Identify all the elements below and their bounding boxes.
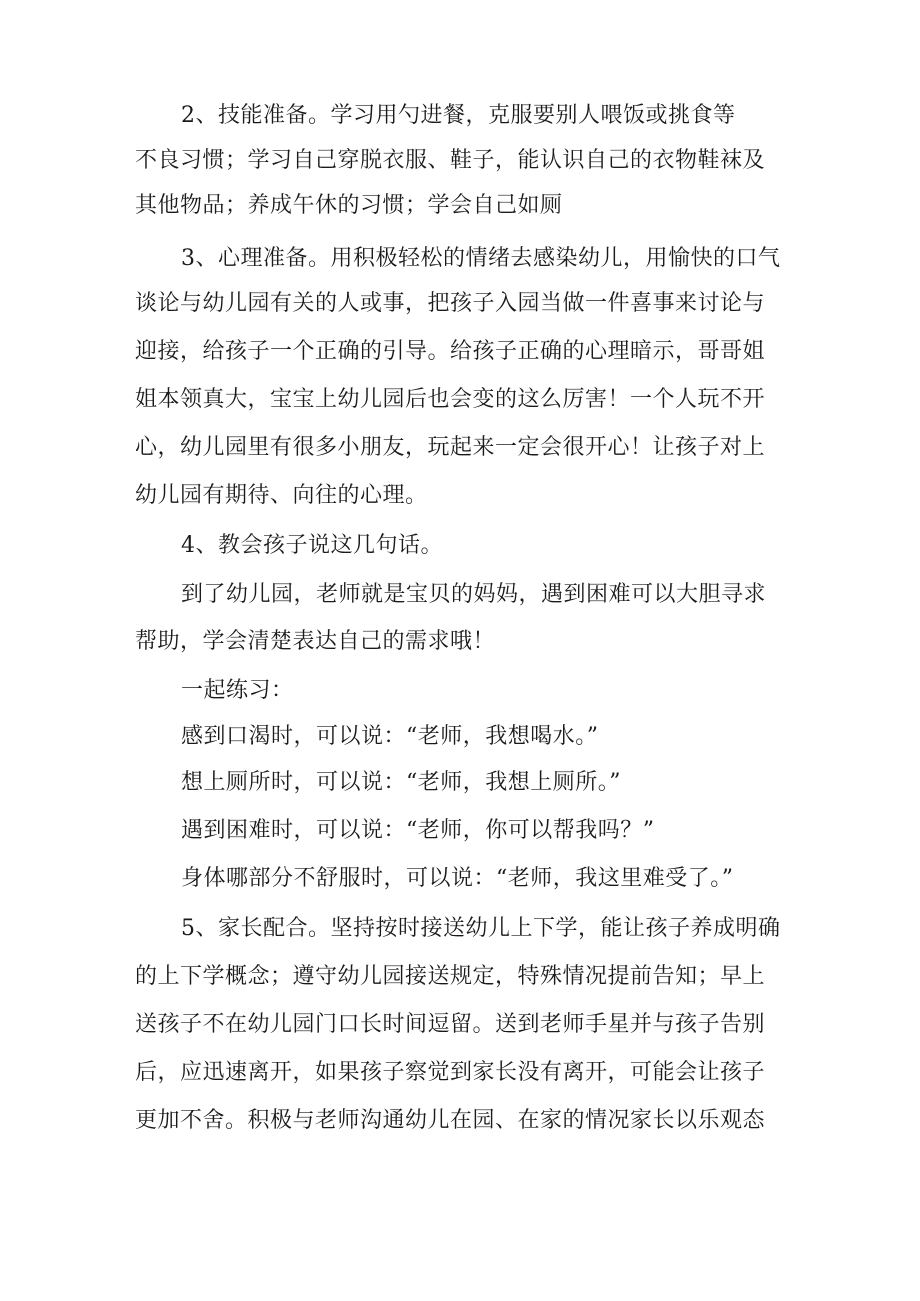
practice-line-unwell: 身体哪部分不舒服时，可以说：“老师，我这里难受了。”	[181, 866, 734, 891]
practice-heading: 一起练习：	[181, 678, 294, 703]
paragraph-2-line-3: 其他物品；养成午休的习惯；学会自己如厕	[135, 193, 563, 218]
paragraph-2-line-2: 不良习惯；学习自己穿脱衣服、鞋子，能认识自己的衣物鞋袜及	[135, 148, 766, 173]
paragraph-6-line-2: 的上下学概念；遵守幼儿园接送规定，特殊情况提前告知；早上	[135, 964, 766, 989]
practice-line-thirsty: 感到口渴时，可以说：“老师，我想喝水。”	[181, 724, 599, 749]
paragraph-5-line-1: 到了幼儿园，老师就是宝贝的妈妈，遇到困难可以大胆寻求	[181, 582, 767, 607]
paragraph-6-line-3: 送孩子不在幼儿园门口长时间逗留。送到老师手星并与孩子告别	[135, 1012, 766, 1037]
paragraph-6-line-5: 更加不舍。积极与老师沟通幼儿在园、在家的情况家长以乐观态	[135, 1108, 766, 1133]
paragraph-5-line-2: 帮助，学会清楚表达自己的需求哦！	[135, 629, 496, 654]
paragraph-3-line-1: 3、心理准备。用积极轻松的情绪去感染幼儿，用愉快的口气	[181, 246, 781, 271]
paragraph-6-line-4: 后，应迅速离开，如果孩子察觉到家长没有离开，可能会让孩子	[135, 1060, 766, 1085]
paragraph-2-line-1: 2、技能准备。学习用勺进餐，克服要别人喂饭或挑食等	[181, 103, 736, 128]
paragraph-6-line-1: 5、家长配合。坚持按时接送幼儿上下学，能让孩子养成明确	[181, 916, 781, 941]
practice-line-toilet: 想上厕所时，可以说：“老师，我想上厕所。”	[181, 770, 621, 795]
paragraph-3-line-6: 幼儿园有期待、向往的心理。	[135, 483, 428, 508]
practice-line-difficulty: 遇到困难时，可以说：“老师，你可以帮我吗？”	[181, 818, 655, 843]
paragraph-3-line-3: 迎接，给孩子一个正确的引导。给孩子正确的心理暗示，哥哥姐	[135, 339, 766, 364]
paragraph-3-line-5: 心，幼儿园里有很多小朋友，玩起来一定会很开心！让孩子对上	[135, 435, 766, 460]
paragraph-3-line-2: 谈论与幼儿园有关的人或事，把孩子入园当做一件喜事来讨论与	[135, 291, 766, 316]
paragraph-4-line-1: 4、教会孩子说这几句话。	[181, 533, 443, 558]
paragraph-3-line-4: 姐本领真大，宝宝上幼儿园后也会变的这么厉害！一个人玩不开	[135, 387, 766, 412]
